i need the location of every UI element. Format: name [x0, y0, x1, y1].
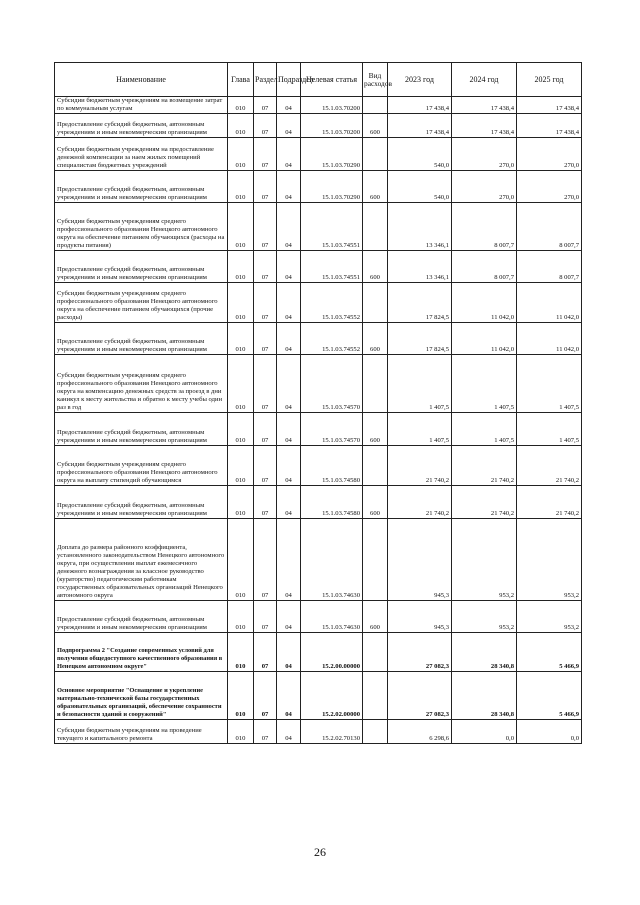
cell-podrazdel: 04 [277, 114, 301, 138]
cell-glava: 010 [228, 203, 254, 251]
cell-vid: 600 [363, 251, 388, 283]
table-row [55, 355, 582, 413]
cell-glava: 010 [228, 601, 254, 633]
cell-2025: 953,2 [517, 601, 582, 633]
table-row [55, 633, 582, 672]
cell-2025: 11 042,0 [517, 323, 582, 355]
cell-target: 15.1.03.74580 [301, 446, 363, 486]
cell-2024: 17 438,4 [452, 97, 517, 114]
budget-table [54, 62, 582, 744]
cell-glava: 010 [228, 171, 254, 203]
cell-podrazdel: 04 [277, 672, 301, 720]
header-glava: Глава [228, 63, 254, 97]
cell-podrazdel: 04 [277, 171, 301, 203]
table-row [55, 413, 582, 446]
cell-2024: 28 340,8 [452, 633, 517, 672]
cell-2023: 21 740,2 [388, 446, 452, 486]
cell-2023: 1 407,5 [388, 413, 452, 446]
cell-vid: 600 [363, 114, 388, 138]
cell-2025: 21 740,2 [517, 446, 582, 486]
table-row [55, 251, 582, 283]
header-target: Целевая статья [301, 63, 363, 97]
cell-podrazdel: 04 [277, 203, 301, 251]
table-row [55, 519, 582, 601]
cell-2023: 540,0 [388, 171, 452, 203]
cell-target: 15.1.03.70200 [301, 97, 363, 114]
cell-vid: 600 [363, 323, 388, 355]
cell-razdel: 07 [254, 251, 277, 283]
cell-2024: 11 042,0 [452, 323, 517, 355]
table-row [55, 283, 582, 323]
table-row [55, 203, 582, 251]
cell-2025: 1 407,5 [517, 413, 582, 446]
table-row [55, 486, 582, 519]
cell-name: Предоставление субсидий бюджетным, автономным учреждениям и иным некоммерческим организациям [55, 323, 228, 355]
cell-2023: 6 298,6 [388, 720, 452, 744]
cell-glava: 010 [228, 138, 254, 171]
cell-name: Субсидии бюджетным учреждениям среднего профессионального образования Ненецкого автономного округа на компенсацию денежных средств за проезд в дни каникул к месту жительства и обратно к месту учебы один раз в год [55, 355, 228, 413]
cell-target: 15.1.03.70200 [301, 114, 363, 138]
cell-glava: 010 [228, 672, 254, 720]
cell-2023: 21 740,2 [388, 486, 452, 519]
cell-2024: 21 740,2 [452, 446, 517, 486]
cell-2023: 945,3 [388, 601, 452, 633]
page-number: 26 [314, 845, 326, 859]
cell-name: Предоставление субсидий бюджетным, автономным учреждениям и иным некоммерческим организациям [55, 251, 228, 283]
cell-podrazdel: 04 [277, 355, 301, 413]
cell-glava: 010 [228, 283, 254, 323]
cell-name: Доплата до размера районного коэффициента, установленного законодательством Ненецкого автономного округа, при осуществлении выплат ежемесячного денежного вознаграждения за классное руководство (кураторство) педагогическим работникам государственных образовательных организаций Ненецкого автономного округа [55, 519, 228, 601]
table-row [55, 720, 582, 744]
cell-2023: 540,0 [388, 138, 452, 171]
cell-name: Субсидии бюджетным учреждениям на возмещение затрат по коммунальным услугам [55, 97, 228, 114]
cell-glava: 010 [228, 97, 254, 114]
cell-target: 15.1.03.74630 [301, 519, 363, 601]
cell-podrazdel: 04 [277, 251, 301, 283]
cell-2024: 8 007,7 [452, 251, 517, 283]
cell-name: Субсидии бюджетным учреждениям на проведение текущего и капитального ремонта [55, 720, 228, 744]
cell-2024: 1 407,5 [452, 413, 517, 446]
cell-target: 15.1.03.70290 [301, 171, 363, 203]
cell-name: Субсидии бюджетным учреждениям на предоставление денежной компенсации за наем жилых помещений специалистам бюджетных учреждений [55, 138, 228, 171]
cell-target: 15.1.03.74551 [301, 203, 363, 251]
cell-razdel: 07 [254, 138, 277, 171]
cell-razdel: 07 [254, 355, 277, 413]
cell-2023: 17 438,4 [388, 97, 452, 114]
cell-target: 15.1.03.74580 [301, 486, 363, 519]
cell-target: 15.1.03.70290 [301, 138, 363, 171]
cell-2023: 13 346,1 [388, 203, 452, 251]
cell-2024: 270,0 [452, 138, 517, 171]
cell-target: 15.1.03.74570 [301, 413, 363, 446]
cell-glava: 010 [228, 720, 254, 744]
cell-2025: 8 007,7 [517, 251, 582, 283]
cell-razdel: 07 [254, 486, 277, 519]
cell-2024: 28 340,8 [452, 672, 517, 720]
table-row [55, 672, 582, 720]
cell-2025: 11 042,0 [517, 283, 582, 323]
cell-2024: 8 007,7 [452, 203, 517, 251]
cell-podrazdel: 04 [277, 283, 301, 323]
header-razdel: Раздел [254, 63, 277, 97]
cell-razdel: 07 [254, 720, 277, 744]
cell-podrazdel: 04 [277, 323, 301, 355]
cell-vid [363, 633, 388, 672]
cell-vid: 600 [363, 486, 388, 519]
cell-razdel: 07 [254, 446, 277, 486]
cell-2023: 17 438,4 [388, 114, 452, 138]
cell-glava: 010 [228, 446, 254, 486]
cell-vid [363, 203, 388, 251]
cell-name: Предоставление субсидий бюджетным, автономным учреждениям и иным некоммерческим организациям [55, 486, 228, 519]
cell-glava: 010 [228, 633, 254, 672]
cell-name: Предоставление субсидий бюджетным, автономным учреждениям и иным некоммерческим организациям [55, 114, 228, 138]
cell-razdel: 07 [254, 283, 277, 323]
cell-name: Предоставление субсидий бюджетным, автономным учреждениям и иным некоммерческим организациям [55, 171, 228, 203]
header-vid: Вид расходов [363, 63, 388, 97]
cell-target: 15.2.02.00000 [301, 672, 363, 720]
cell-glava: 010 [228, 251, 254, 283]
cell-2024: 17 438,4 [452, 114, 517, 138]
header-2025: 2025 год [517, 63, 582, 97]
cell-podrazdel: 04 [277, 413, 301, 446]
header-podrazdel: Подраздел [277, 63, 301, 97]
cell-target: 15.1.03.74551 [301, 251, 363, 283]
cell-vid [363, 720, 388, 744]
cell-name: Субсидии бюджетным учреждениям среднего профессионального образования Ненецкого автономного округа на выплату стипендий обучающимся [55, 446, 228, 486]
cell-target: 15.1.03.74570 [301, 355, 363, 413]
table-row [55, 171, 582, 203]
cell-name: Предоставление субсидий бюджетным, автономным учреждениям и иным некоммерческим организациям [55, 601, 228, 633]
cell-2024: 11 042,0 [452, 283, 517, 323]
cell-razdel: 07 [254, 633, 277, 672]
cell-vid [363, 355, 388, 413]
cell-podrazdel: 04 [277, 601, 301, 633]
cell-vid [363, 97, 388, 114]
cell-2024: 953,2 [452, 519, 517, 601]
cell-razdel: 07 [254, 97, 277, 114]
header-row [55, 63, 582, 97]
cell-2025: 5 466,9 [517, 633, 582, 672]
cell-razdel: 07 [254, 413, 277, 446]
cell-target: 15.1.03.74630 [301, 601, 363, 633]
cell-name: Предоставление субсидий бюджетным, автономным учреждениям и иным некоммерческим организациям [55, 413, 228, 446]
cell-razdel: 07 [254, 171, 277, 203]
cell-2023: 1 407,5 [388, 355, 452, 413]
table-row [55, 601, 582, 633]
cell-2025: 270,0 [517, 171, 582, 203]
cell-vid: 600 [363, 413, 388, 446]
cell-razdel: 07 [254, 519, 277, 601]
cell-vid [363, 138, 388, 171]
cell-name: Субсидии бюджетным учреждениям среднего профессионального образования Ненецкого автономного округа на обеспечение питанием обучающихся (расходы на продукты питания) [55, 203, 228, 251]
header-2024: 2024 год [452, 63, 517, 97]
cell-2025: 270,0 [517, 138, 582, 171]
cell-glava: 010 [228, 413, 254, 446]
cell-vid [363, 446, 388, 486]
cell-name: Подпрограмма 2 "Создание современных условий для получения общедоступного качественного образования в Ненецком автономном округе" [55, 633, 228, 672]
cell-podrazdel: 04 [277, 446, 301, 486]
cell-razdel: 07 [254, 114, 277, 138]
cell-2025: 953,2 [517, 519, 582, 601]
table-body [55, 97, 582, 744]
cell-2024: 953,2 [452, 601, 517, 633]
cell-razdel: 07 [254, 672, 277, 720]
cell-2025: 17 438,4 [517, 97, 582, 114]
header-2023: 2023 год [388, 63, 452, 97]
cell-2025: 8 007,7 [517, 203, 582, 251]
table-row [55, 114, 582, 138]
cell-vid [363, 519, 388, 601]
header-name: Наименование [55, 63, 228, 97]
cell-glava: 010 [228, 355, 254, 413]
cell-name: Основное мероприятие "Оснащение и укрепление материально-технической базы государственных образовательных организаций, обеспечение сохранности и безопасности зданий и сооружений" [55, 672, 228, 720]
cell-podrazdel: 04 [277, 97, 301, 114]
table-row [55, 138, 582, 171]
cell-vid [363, 283, 388, 323]
cell-2023: 13 346,1 [388, 251, 452, 283]
cell-2024: 1 407,5 [452, 355, 517, 413]
cell-podrazdel: 04 [277, 720, 301, 744]
cell-vid: 600 [363, 601, 388, 633]
cell-2025: 1 407,5 [517, 355, 582, 413]
cell-razdel: 07 [254, 203, 277, 251]
cell-2024: 21 740,2 [452, 486, 517, 519]
cell-2023: 945,3 [388, 519, 452, 601]
cell-glava: 010 [228, 114, 254, 138]
cell-razdel: 07 [254, 601, 277, 633]
cell-2025: 17 438,4 [517, 114, 582, 138]
cell-podrazdel: 04 [277, 138, 301, 171]
table-row [55, 323, 582, 355]
cell-2025: 0,0 [517, 720, 582, 744]
cell-name: Субсидии бюджетным учреждениям среднего профессионального образования Ненецкого автономного округа на обеспечение питанием обучающихся (прочие расходы) [55, 283, 228, 323]
cell-target: 15.2.02.70130 [301, 720, 363, 744]
cell-2023: 27 082,3 [388, 672, 452, 720]
cell-2023: 27 082,3 [388, 633, 452, 672]
cell-target: 15.1.03.74552 [301, 283, 363, 323]
cell-podrazdel: 04 [277, 519, 301, 601]
cell-2024: 270,0 [452, 171, 517, 203]
cell-vid: 600 [363, 171, 388, 203]
cell-vid [363, 672, 388, 720]
cell-razdel: 07 [254, 323, 277, 355]
table-row [55, 446, 582, 486]
cell-podrazdel: 04 [277, 486, 301, 519]
cell-2024: 0,0 [452, 720, 517, 744]
cell-glava: 010 [228, 519, 254, 601]
cell-2023: 17 824,5 [388, 283, 452, 323]
cell-glava: 010 [228, 323, 254, 355]
cell-2025: 5 466,9 [517, 672, 582, 720]
cell-target: 15.2.00.00000 [301, 633, 363, 672]
cell-2025: 21 740,2 [517, 486, 582, 519]
cell-glava: 010 [228, 486, 254, 519]
cell-2023: 17 824,5 [388, 323, 452, 355]
cell-target: 15.1.03.74552 [301, 323, 363, 355]
table-row [55, 97, 582, 114]
cell-podrazdel: 04 [277, 633, 301, 672]
